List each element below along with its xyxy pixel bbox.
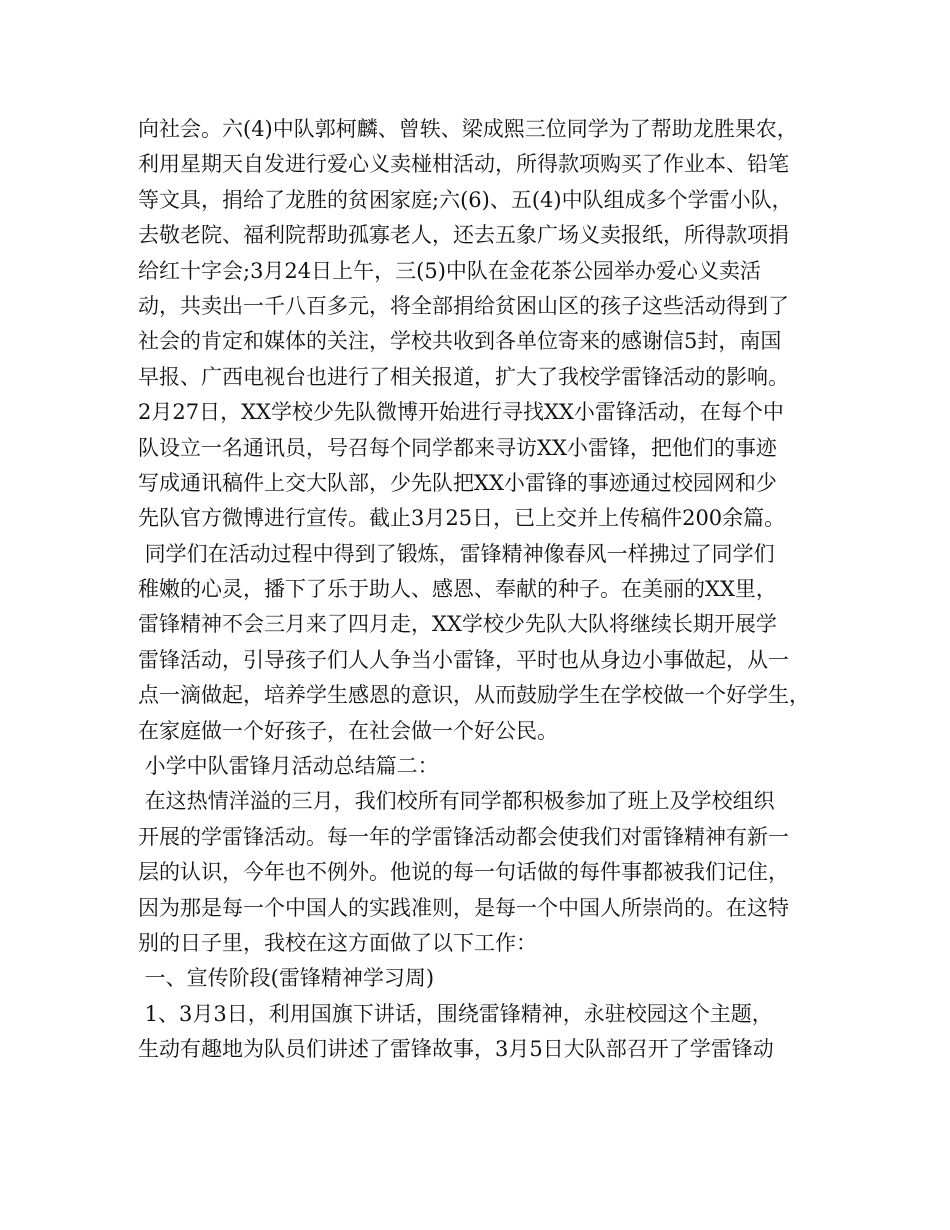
text-line: 2月27日，XX学校少先队微博开始进行寻找XX小雷锋活动，在每个中: [138, 400, 784, 425]
text-line: 社会的肯定和媒体的关注，学校共收到各单位寄来的感谢信5封，南国: [138, 329, 782, 354]
text-line: 点一滴做起，培养学生感恩的意识，从而鼓励学生在学校做一个好学生，: [138, 683, 810, 708]
text-line: 在家庭做一个好孩子，在社会做一个好公民。: [138, 718, 558, 743]
text-line: 向社会。六(4)中队郭柯麟、曾轶、梁成熙三位同学为了帮助龙胜果农，: [138, 117, 798, 141]
text-line: 因为那是每一个中国人的实践准则，是每一个中国人所崇尚的。在这特: [138, 895, 789, 920]
section-heading: 小学中队雷锋月活动总结篇二：: [138, 754, 439, 779]
text-line: 稚嫩的心灵，播下了乐于助人、感恩、奉献的种子。在美丽的XX里，: [138, 577, 777, 602]
text-line: 去敬老院、福利院帮助孤寡老人，还去五象广场义卖报纸，所得款项捐: [138, 223, 789, 248]
text-line: 利用星期天自发进行爱心义卖椪柑活动，所得款项购买了作业本、铅笔: [138, 152, 789, 177]
text-line: 给红十字会;3月24日上午，三(5)中队在金花茶公园举办爱心义卖活: [138, 258, 761, 283]
text-line: 写成通讯稿件上交大队部，少先队把XX小雷锋的事迹通过校园网和少: [138, 470, 777, 495]
text-line: 在这热情洋溢的三月，我们校所有同学都积极参加了班上及学校组织: [138, 789, 775, 814]
text-line: 动，共卖出一千八百多元，将全部捐给贫困山区的孩子这些活动得到了: [138, 293, 789, 318]
text-line: 等文具，捐给了龙胜的贫困家庭;六(6)、五(4)中队组成多个学雷小队，: [138, 187, 793, 212]
document-body: [138, 112, 838, 1068]
text-line: 同学们在活动过程中得到了锻炼，雷锋精神像春风一样拂过了同学们: [138, 541, 775, 566]
text-line: 1、3月3日，利用国旗下讲话，围绕雷锋精神，永驻校园这个主题，: [138, 1001, 773, 1026]
text-line: 早报、广西电视台也进行了相关报道，扩大了我校学雷锋活动的影响。: [138, 364, 789, 389]
text-line: 生动有趣地为队员们讲述了雷锋故事，3月5日大队部召开了学雷锋动: [138, 1037, 774, 1062]
text-line: 雷锋精神不会三月来了四月走，XX学校少先队大队将继续长期开展学: [138, 612, 777, 637]
subsection-heading: 一、宣传阶段(雷锋精神学习周): [138, 966, 435, 991]
text-line: 队设立一名通讯员，号召每个同学都来寻访XX小雷锋，把他们的事迹: [138, 435, 777, 460]
text-line: 先队官方微博进行宣传。截止3月25日，已上交并上传稿件200余篇。: [138, 506, 786, 531]
text-line: 开展的学雷锋活动。每一年的学雷锋活动都会使我们对雷锋精神有新一: [138, 824, 789, 849]
text-line: 层的认识，今年也不例外。他说的每一句话做的每件事都被我们记住，: [138, 860, 789, 885]
text-line: 雷锋活动，引导孩子们人人争当小雷锋，平时也从身边小事做起，从一: [138, 647, 789, 672]
text-line: 别的日子里，我校在这方面做了以下工作：: [138, 930, 537, 955]
